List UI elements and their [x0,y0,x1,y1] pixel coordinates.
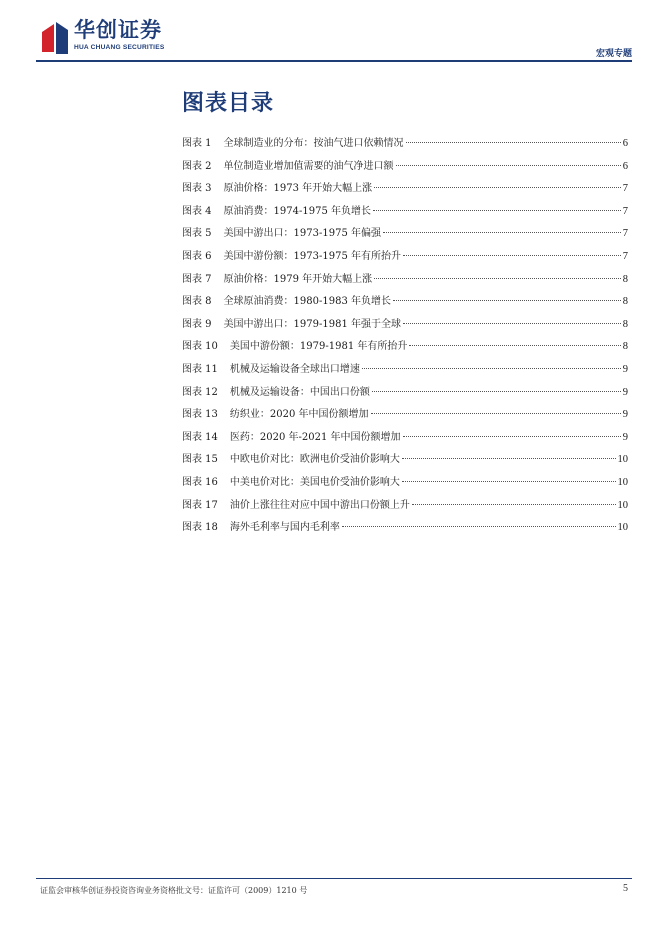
toc-entry[interactable] [182,202,628,225]
toc-entry[interactable] [182,383,628,406]
toc-entry-page: 6 [622,138,628,149]
toc-entry[interactable] [182,496,628,519]
footer-license-text: 证监会审核华创证券投资咨询业务资格批文号：证监许可（2009）1210 号 [40,886,308,895]
toc-entry[interactable] [182,360,628,383]
toc-entry-label: 图表 10 [182,341,218,353]
toc-dot-leader [374,187,621,188]
toc-entry-page: 10 [617,454,628,466]
toc-entry-label: 图表 11 [182,363,218,375]
toc-entry-page: 7 [622,205,628,217]
toc-entry[interactable] [182,473,628,496]
toc-entry-title: 油价上涨往往对应中国中游出口份额上升 [229,499,410,511]
toc-dot-leader [362,368,621,369]
toc-entry-page: 9 [622,409,628,421]
toc-entry-title: 美国中游份额：1979-1981 年有所抬升 [229,341,408,353]
toc-entry-page: 8 [622,341,628,353]
toc-entry[interactable] [182,518,628,541]
toc-entry[interactable] [182,179,628,202]
toc-entry-title: 海外毛利率与国内毛利率 [229,522,340,534]
toc-dot-leader [373,210,621,211]
toc-entry-label: 图表 6 [182,250,212,262]
toc-entry-page: 10 [617,476,628,488]
toc-entry-page: 9 [622,386,628,398]
company-logo [40,18,190,58]
toc-entry[interactable] [182,134,628,157]
toc-entry-label: 图表 18 [182,522,218,534]
toc-entry-title: 中美电价对比：美国电价受油价影响大 [229,476,400,488]
toc-entry-label: 图表 14 [182,431,218,443]
toc-dot-leader [371,413,621,414]
toc-entry[interactable] [182,428,628,451]
toc-entry-label: 图表 5 [182,228,212,240]
toc-dot-leader [403,323,621,324]
toc-entry-label: 图表 16 [182,476,218,488]
toc-entry[interactable] [182,270,628,293]
toc-entry-title: 全球原油消费：1980-1983 年负增长 [223,296,392,308]
toc-entry-page: 8 [622,296,628,308]
toc-title: 图表目录 [182,91,275,116]
toc-dot-leader [383,232,621,233]
toc-dot-leader [412,504,616,505]
toc-entry[interactable] [182,292,628,315]
toc-entry-title: 单位制造业增加值需要的油气净进口额 [223,160,394,172]
toc-entry-label: 图表 2 [182,160,212,172]
toc-dot-leader [374,278,621,279]
toc-entry-page: 7 [622,228,628,240]
toc-entry-page: 8 [622,318,628,330]
page-number: 5 [623,883,628,894]
toc-entry[interactable] [182,405,628,428]
toc-entry[interactable] [182,337,628,360]
toc-entry-title: 美国中游出口：1973-1975 年偏强 [223,228,382,240]
toc-entry-page: 7 [622,183,628,195]
toc-entry-label: 图表 15 [182,454,218,466]
toc-entry-label: 图表 3 [182,183,212,195]
toc-entry-label: 图表 9 [182,318,212,330]
toc-entry-page: 7 [622,250,628,262]
toc-entry-label: 图表 17 [182,499,218,511]
toc-entry-title: 美国中游份额：1973-1975 年有所抬升 [223,250,402,262]
toc-entry-label: 图表 1 [182,138,212,149]
toc-entry-title: 纺织业：2020 年中国份额增加 [229,409,369,421]
header-divider [36,60,632,62]
logo-mark-icon [40,20,70,54]
toc-dot-leader [409,345,620,346]
logo-english-name: HUA CHUANG SECURITIES [74,44,165,51]
toc-dot-leader [406,142,621,143]
toc-entry-label: 图表 12 [182,386,218,398]
toc-entry[interactable] [182,224,628,247]
toc-entry-label: 图表 7 [182,273,212,285]
toc-entry-page: 10 [617,499,628,511]
toc-entry-title: 机械及运输设备：中国出口份额 [229,386,370,398]
logo-chinese-name: 华创证券 [74,18,162,42]
toc-dot-leader [403,436,621,437]
toc-dot-leader [393,300,621,301]
toc-entry-title: 机械及运输设备全球出口增速 [229,363,360,375]
toc-entry[interactable] [182,247,628,270]
toc-entry-title: 全球制造业的分布：按油气进口依赖情况 [223,138,404,149]
toc-entry-title: 医药：2020 年-2021 年中国份额增加 [229,431,401,443]
toc-entry-page: 9 [622,431,628,443]
toc-entry-page: 9 [622,363,628,375]
toc-entry-label: 图表 4 [182,205,212,217]
toc-entry-label: 图表 8 [182,296,212,308]
toc-entry[interactable] [182,315,628,338]
toc-entry-page: 10 [617,522,628,534]
toc-dot-leader [403,255,621,256]
page-header [0,0,662,64]
toc-entry-title: 原油消费：1974-1975 年负增长 [223,205,372,217]
toc-entry-title: 美国中游出口：1979-1981 年强于全球 [223,318,402,330]
toc-entry-title: 原油价格：1979 年开始大幅上涨 [223,273,373,285]
toc-dot-leader [372,391,621,392]
toc-dot-leader [342,526,616,527]
toc-entry-title: 中欧电价对比：欧洲电价受油价影响大 [229,454,400,466]
footer-divider [36,878,632,879]
report-category-tag: 宏观专题 [595,49,632,59]
toc-dot-leader [396,165,621,166]
toc-entry-title: 原油价格：1973 年开始大幅上涨 [223,183,373,195]
toc-entry-page: 6 [622,160,628,172]
toc-list [182,134,628,541]
toc-entry-page: 8 [622,273,628,285]
toc-entry[interactable] [182,157,628,180]
toc-entry[interactable] [182,450,628,473]
toc-dot-leader [402,458,616,459]
toc-dot-leader [402,481,616,482]
toc-entry-label: 图表 13 [182,409,218,421]
